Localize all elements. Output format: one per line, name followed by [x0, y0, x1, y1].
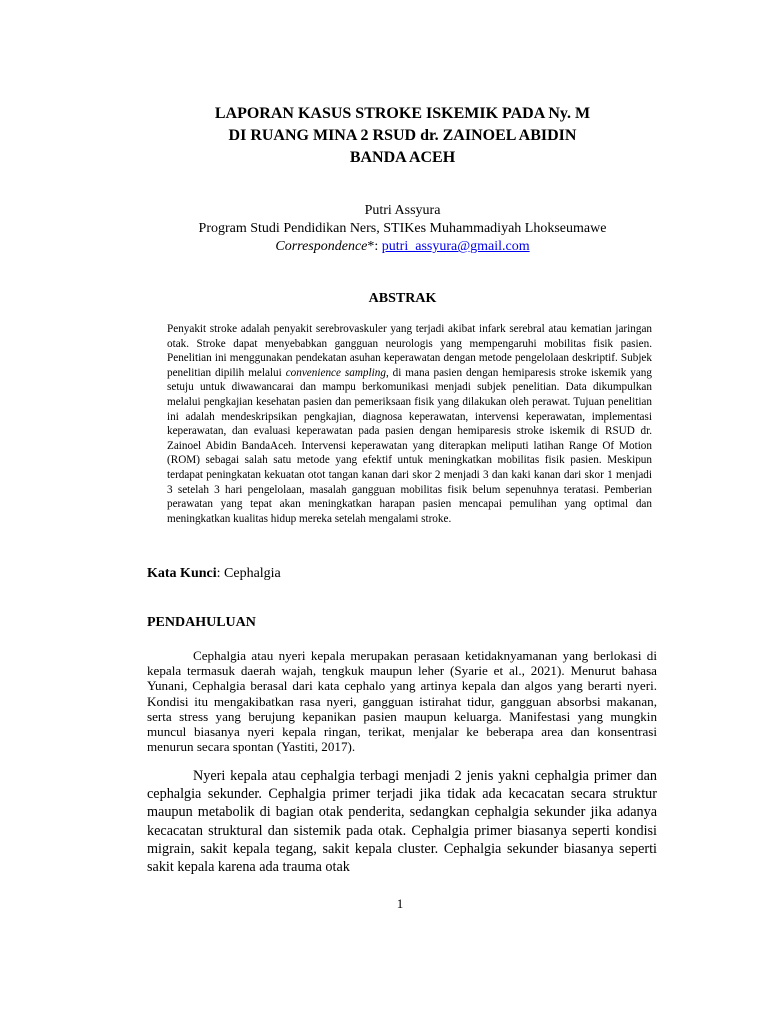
author-name: Putri Assyura — [364, 203, 441, 218]
keywords-label: Kata Kunci — [147, 566, 217, 581]
abstract-text-part-1: Penyakit stroke adalah penyakit serebrovaskuler yang terjadi akibat infark serebral atau kematian jaringan otak. Stroke dapat menyebabkan gangguan neurologis yang mempengaruhi mobilitas fisik pasien. Penelitian ini menggunakan pendekatan asuhan keperawatan dengan metode pengelolaan deskriptif. Subjek penelitian dipilih melalui — [167, 323, 652, 379]
keywords-line — [147, 565, 657, 583]
title-line-1: LAPORAN KASUS STROKE ISKEMIK PADA Ny. M — [214, 105, 591, 122]
section-heading-introduction: PENDAHULUAN — [147, 615, 256, 630]
introduction-paragraph-2: Nyeri kepala atau cephalgia terbagi menjadi 2 jenis yakni cephalgia primer dan cephalgia sekunder. Cephalgia primer terjadi jika tidak ada kecacatan secara struktur maupun metabolik di bagian otak penderita, sedangkan cephalgia sekunder jika adanya kecacatan struktural dan sistemik pada otak. Cephalgia primer biasanya seperti kondisi migrain, sakit kepala tegang, sakit kepala cluster. Cephalgia sekunder biasanya seperti sakit kepala karena ada trauma otak — [147, 768, 657, 876]
author-block — [150, 202, 655, 256]
correspondence-label: Correspondence — [275, 239, 368, 254]
author-affiliation: Program Studi Pendidikan Ners, STIKes Muhammadiyah Lhokseumawe — [198, 221, 607, 236]
title-line-3: BANDA ACEH — [349, 149, 456, 166]
correspondence-line — [150, 238, 655, 256]
page-number: 1 — [396, 896, 404, 911]
abstract-text-part-2: , di mana pasien dengan hemiparesis stroke iskemik yang setuju untuk diwawancarai dan mampu berkomunikasi menjadi subjek penelitian. Data dikumpulkan melalui pengkajian kesehatan pasien dan pemeriksaan fisik yang dilakukan oleh perawat. Tujuan penelitian ini adalah mendeskripsikan pengkajian, diagnosa keperawatan, intervensi keperawatan, implementasi keperawatan, dan evaluasi keperawatan pada pasien dengan hemiparesis stroke iskemik di RSUD dr. Zainoel Abidin BandaAceh. Intervensi keperawatan yang diterapkan meliputi latihan Range Of Motion (ROM) sebagai salah satu metode yang efektif untuk meningkatkan mobilitas fisik pasien. Meskipun terdapat peningkatan kekuatan otot tangan kanan dari skor 2 menjadi 3 dan kaki kanan dari skor 1 menjadi 3 setelah 3 hari pengelolaan, masalah gangguan mobilitas fisik belum sepenuhnya teratasi. Pemberian perawatan yang tepat akan meningkatkan harapan pasien mencapai pemulihan yang optimal dan meningkatkan kualitas hidup mereka setelah mengalami stroke. — [167, 366, 652, 525]
keywords-separator: : — [216, 566, 225, 581]
keywords-value: Cephalgia — [224, 566, 281, 581]
email-link[interactable]: putri_assyura@gmail.com — [381, 239, 530, 254]
abstract-emphasis: convenience sampling — [285, 366, 386, 379]
correspondence-suffix: *: — [367, 239, 382, 254]
title-line-2: DI RUANG MINA 2 RSUD dr. ZAINOEL ABIDIN — [228, 127, 577, 144]
abstract-heading: ABSTRAK — [368, 291, 437, 306]
paper-title — [150, 103, 655, 169]
introduction-paragraph-1: Cephalgia atau nyeri kepala merupakan perasaan ketidaknyamanan yang berlokasi di kepala termasuk daerah wajah, tengkuk maupun leher (Syarie et al., 2021). Menurut bahasa Yunani, Cephalgia berasal dari kata cephalo yang artinya kepala dan algos yang berarti nyeri. Kondisi itu mengakibatkan rasa nyeri, gangguan istirahat tidur, gangguan absorbsi makanan, serta stress yang berujung kepanikan pasien maupun keluarga. Manifestasi yang mungkin muncul biasanya nyeri kepala ringan, terikat, menjalar ke beberapa area dan konsentrasi menurun secara spontan (Yastiti, 2017). — [147, 648, 657, 755]
abstract-body — [167, 322, 652, 526]
